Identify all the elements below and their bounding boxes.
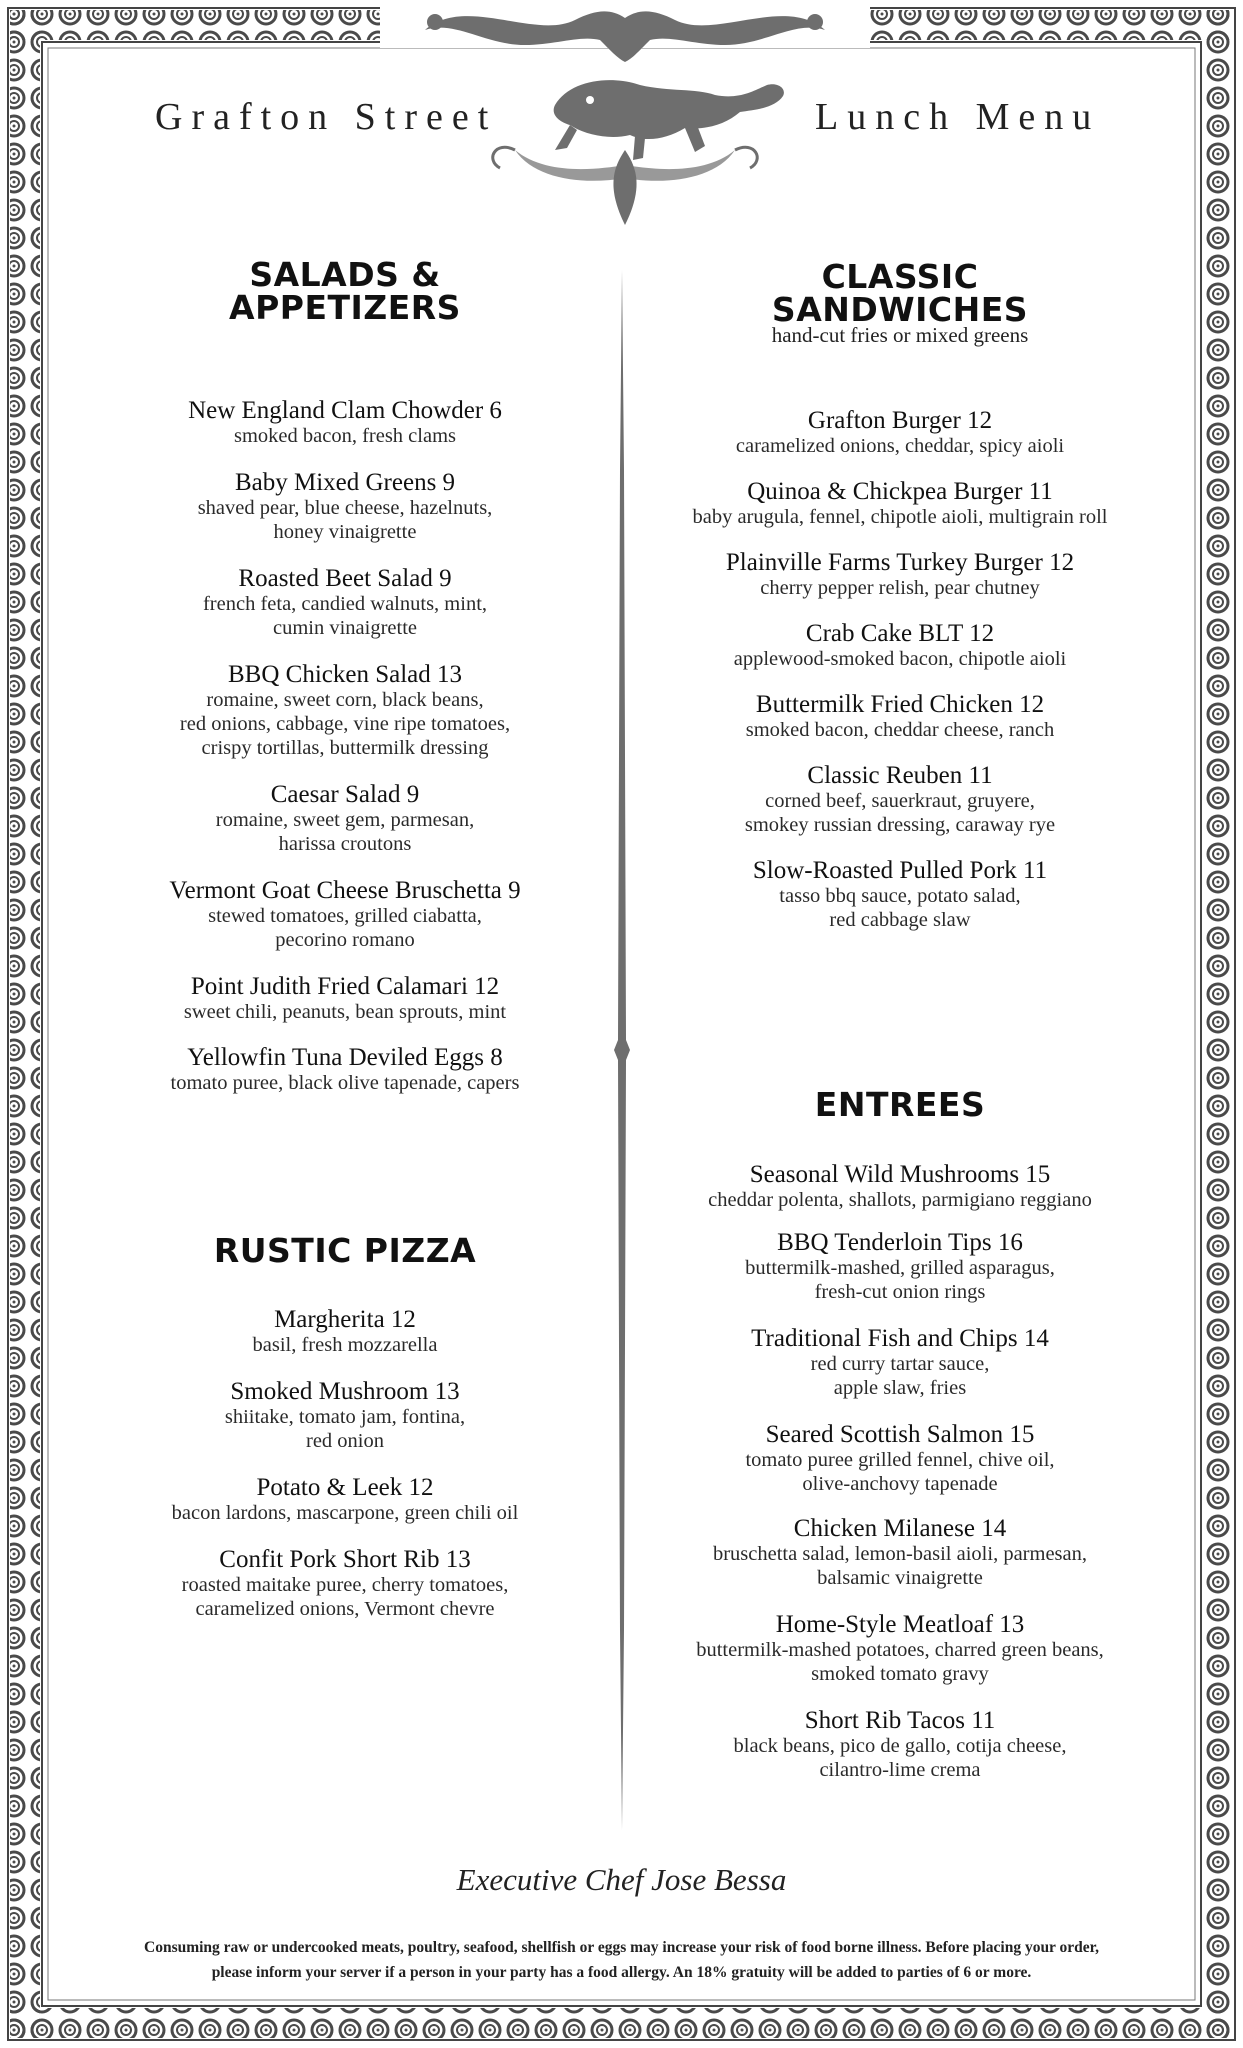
food-safety-disclaimer: Consuming raw or undercooked meats, poultry, seafood, shellfish or eggs may increase your risk of food borne illness. Before placing your order, please inform your server if a person in your party has a food allergy. An 18% gratuity will be added to parties of 6 or more.	[144, 1939, 1099, 1981]
menu-title: Lunch Menu	[815, 96, 1101, 138]
section-title-sandwiches	[680, 257, 1120, 329]
item-name: Home-Style Meatloaf 13	[775, 1611, 1025, 1638]
menu-item	[120, 398, 570, 448]
menu-item	[120, 782, 570, 856]
menu-item	[120, 1379, 570, 1453]
item-name: Classic Reuben 11	[807, 762, 993, 789]
item-name: Slow-Roasted Pulled Pork 11	[752, 857, 1048, 884]
item-name: Seared Scottish Salmon 15	[765, 1421, 1035, 1448]
section-title-line: CLASSIC	[821, 257, 979, 296]
chef-credit: Executive Chef Jose Bessa	[456, 1862, 787, 1897]
item-name: Potato & Leek 12	[256, 1474, 434, 1501]
item-description: corned beef, sauerkraut, gruyere, smokey russian dressing, caraway rye	[744, 790, 1056, 836]
menu-item	[650, 763, 1150, 837]
item-name: New England Clam Chowder 6	[188, 397, 502, 424]
item-name: Quinoa & Chickpea Burger 11	[747, 478, 1053, 505]
item-name: Buttermilk Fried Chicken 12	[755, 691, 1045, 718]
item-name: Crab Cake BLT 12	[805, 620, 995, 647]
menu-item	[120, 566, 570, 640]
item-name: Vermont Goat Cheese Bruschetta 9	[169, 877, 521, 904]
item-description: buttermilk-mashed potatoes, charred green beans, smoked tomato gravy	[696, 1639, 1104, 1685]
menu-item	[120, 1547, 570, 1621]
item-description: red curry tartar sauce, apple slaw, fries	[810, 1353, 990, 1399]
item-description: stewed tomatoes, grilled ciabatta, pecorino romano	[208, 905, 482, 951]
item-description: sweet chili, peanuts, bean sprouts, mint	[183, 1001, 507, 1023]
item-description: french feta, candied walnuts, mint, cumin vinaigrette	[202, 593, 488, 639]
sandwiches-list	[650, 408, 1150, 938]
menu-item	[650, 1162, 1150, 1212]
item-name: Seasonal Wild Mushrooms 15	[749, 1161, 1051, 1188]
item-description: buttermilk-mashed, grilled asparagus, fresh-cut onion rings	[745, 1257, 1055, 1303]
section-subtitle: hand-cut fries or mixed greens	[771, 323, 1029, 347]
item-description: black beans, pico de gallo, cotija cheese, cilantro-lime crema	[733, 1735, 1067, 1781]
section-title-entrees: ENTREES	[814, 1085, 986, 1124]
pizza-list	[120, 1307, 570, 1637]
item-name: Confit Pork Short Rib 13	[219, 1546, 471, 1573]
item-description: shaved pear, blue cheese, hazelnuts, honey vinaigrette	[197, 497, 493, 543]
item-name: Plainville Farms Turkey Burger 12	[725, 549, 1075, 576]
item-description: caramelized onions, cheddar, spicy aioli	[735, 435, 1065, 457]
item-name: Margherita 12	[274, 1306, 416, 1333]
item-description: shiitake, tomato jam, fontina, red onion	[224, 1406, 466, 1452]
item-description: roasted maitake puree, cherry tomatoes, caramelized onions, Vermont chevre	[181, 1574, 509, 1620]
section-title-pizza: RUSTIC PIZZA	[213, 1231, 477, 1270]
section-title-salads	[130, 255, 560, 327]
item-description: romaine, sweet gem, parmesan, harissa croutons	[215, 809, 475, 855]
item-description: tasso bbq sauce, potato salad, red cabbage slaw	[779, 885, 1021, 931]
menu-item	[650, 1422, 1150, 1496]
item-description: cheddar polenta, shallots, parmigiano reggiano	[708, 1189, 1092, 1211]
item-name: Short Rib Tacos 11	[804, 1707, 996, 1734]
ornamental-divider	[612, 270, 632, 1830]
entrees-list	[650, 1162, 1150, 1792]
menu-item	[650, 621, 1150, 671]
menu-item	[650, 1326, 1150, 1400]
item-description: romaine, sweet corn, black beans, red onions, cabbage, vine ripe tomatoes, crispy tortillas, buttermilk dressing	[179, 689, 511, 759]
item-description: bacon lardons, mascarpone, green chili oil	[171, 1502, 519, 1524]
item-name: Yellowfin Tuna Deviled Eggs 8	[187, 1044, 503, 1071]
menu-item	[120, 974, 570, 1024]
item-name: Baby Mixed Greens 9	[234, 469, 456, 496]
menu-item	[650, 1612, 1150, 1686]
item-description: tomato puree, black olive tapenade, capers	[170, 1072, 520, 1094]
item-name: Traditional Fish and Chips 14	[751, 1325, 1049, 1352]
item-description: smoked bacon, fresh clams	[233, 425, 457, 447]
item-description: baby arugula, fennel, chipotle aioli, multigrain roll	[692, 506, 1108, 528]
menu-item	[650, 692, 1150, 742]
menu-item	[650, 1516, 1150, 1590]
item-name: Point Judith Fried Calamari 12	[190, 973, 500, 1000]
section-title-line: SALADS &	[249, 255, 441, 294]
menu-item	[650, 479, 1150, 529]
item-name: Caesar Salad 9	[270, 781, 420, 808]
item-name: Grafton Burger 12	[807, 407, 993, 434]
item-name: Smoked Mushroom 13	[230, 1378, 460, 1405]
item-name: Roasted Beet Salad 9	[238, 565, 452, 592]
item-description: tomato puree grilled fennel, chive oil, olive-anchovy tapenade	[745, 1449, 1055, 1495]
item-name: BBQ Tenderloin Tips 16	[777, 1229, 1023, 1256]
menu-item	[650, 1708, 1150, 1782]
item-description: applewood-smoked bacon, chipotle aioli	[733, 648, 1067, 670]
menu-item	[120, 1045, 570, 1095]
menu-item	[120, 470, 570, 544]
menu-item	[120, 878, 570, 952]
item-description: smoked bacon, cheddar cheese, ranch	[745, 719, 1055, 741]
menu-item	[650, 858, 1150, 932]
menu-item	[120, 1307, 570, 1357]
section-title-line: SANDWICHES	[771, 290, 1029, 329]
menu-item	[120, 662, 570, 760]
restaurant-name: Grafton Street	[155, 96, 498, 138]
salads-list	[120, 398, 570, 1108]
item-name: Chicken Milanese 14	[793, 1515, 1007, 1542]
item-description: cherry pepper relish, pear chutney	[760, 577, 1040, 599]
menu-item	[120, 1475, 570, 1525]
item-name: BBQ Chicken Salad 13	[227, 661, 462, 688]
item-description: basil, fresh mozzarella	[252, 1334, 438, 1356]
menu-item	[650, 550, 1150, 600]
menu-item	[650, 408, 1150, 458]
section-title-line: APPETIZERS	[229, 288, 461, 327]
item-description: bruschetta salad, lemon-basil aioli, parmesan, balsamic vinaigrette	[712, 1543, 1087, 1589]
menu-item	[650, 1230, 1150, 1304]
